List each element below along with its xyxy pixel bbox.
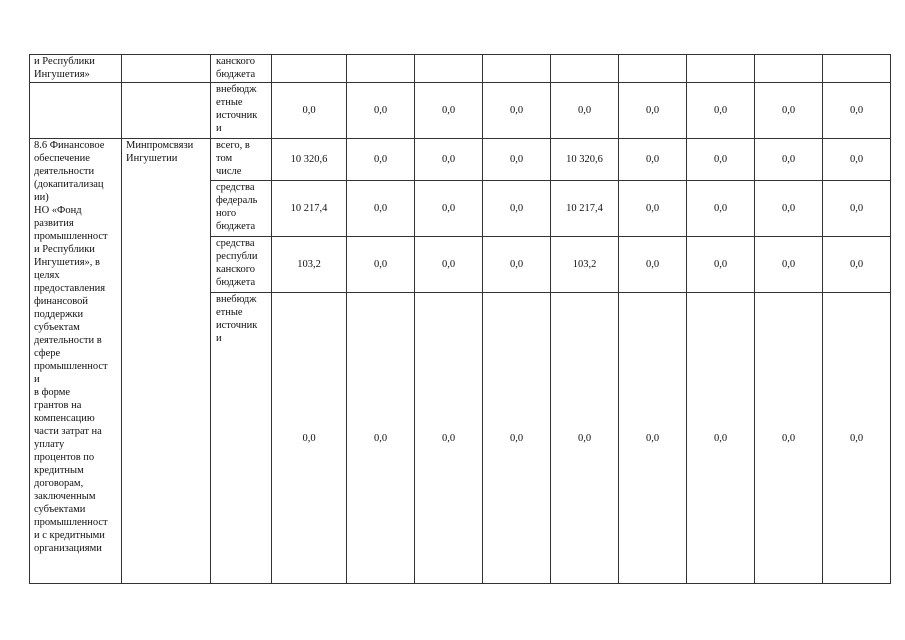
executor-cell [122,55,211,83]
funding-source-cell: средства республи канского бюджета [211,237,272,293]
value-cell: 0,0 [619,181,687,237]
value-cell: 0,0 [755,181,823,237]
value-cell: 0,0 [415,83,483,139]
value-cell: 0,0 [619,237,687,293]
executor-cell [122,83,211,139]
value-cell: 10 217,4 [551,181,619,237]
value-cell: 0,0 [347,181,415,237]
measure-name-cell: 8.6 Финансовое обеспечение деятельности (докапитализац ии) НО «Фонд развития промышленност и Республики Ингушетия», в целях предоставления финансовой поддержки субъектам деятельности в сфере промышленност и в форме грантов на компенсацию части затрат на уплату процентов по кредитным договорам, заключенным субъектами промышленност и с кредитными организациями [30,139,122,584]
funding-source-cell: внебюдж етные источник и [211,83,272,139]
value-cell [687,55,755,83]
value-cell: 0,0 [347,293,415,584]
value-cell [551,55,619,83]
value-cell: 0,0 [687,83,755,139]
table-row [30,83,891,139]
value-cell: 0,0 [687,139,755,181]
value-cell: 10 217,4 [272,181,347,237]
value-cell: 0,0 [483,139,551,181]
measure-name-cell [30,83,122,139]
value-cell [483,55,551,83]
value-cell: 10 320,6 [551,139,619,181]
funding-source-cell: внебюдж етные источник и [211,293,272,584]
value-cell [619,55,687,83]
value-cell: 0,0 [755,83,823,139]
table-row [30,139,891,181]
value-cell: 0,0 [687,293,755,584]
funding-source-cell: канского бюджета [211,55,272,83]
value-cell: 0,0 [347,139,415,181]
funding-source-cell: средства федераль ного бюджета [211,181,272,237]
value-cell: 0,0 [483,181,551,237]
value-cell: 0,0 [551,83,619,139]
value-cell: 0,0 [687,237,755,293]
value-cell: 0,0 [823,181,891,237]
value-cell: 0,0 [823,83,891,139]
value-cell: 0,0 [619,139,687,181]
value-cell: 0,0 [619,83,687,139]
value-cell: 0,0 [415,139,483,181]
value-cell [415,55,483,83]
measure-name-cell: и Республики Ингушетия» [30,55,122,83]
value-cell: 103,2 [551,237,619,293]
value-cell: 0,0 [755,237,823,293]
value-cell: 0,0 [483,237,551,293]
table-row [30,55,891,83]
value-cell [347,55,415,83]
value-cell: 0,0 [687,181,755,237]
value-cell: 10 320,6 [272,139,347,181]
value-cell: 103,2 [272,237,347,293]
value-cell [755,55,823,83]
value-cell: 0,0 [415,181,483,237]
value-cell: 0,0 [415,293,483,584]
value-cell: 0,0 [823,293,891,584]
value-cell: 0,0 [272,293,347,584]
value-cell [272,55,347,83]
value-cell: 0,0 [551,293,619,584]
value-cell: 0,0 [755,293,823,584]
budget-table [29,54,891,584]
value-cell: 0,0 [483,293,551,584]
value-cell: 0,0 [347,237,415,293]
value-cell: 0,0 [823,237,891,293]
value-cell: 0,0 [272,83,347,139]
funding-source-cell: всего, в том числе [211,139,272,181]
value-cell: 0,0 [483,83,551,139]
value-cell: 0,0 [347,83,415,139]
value-cell: 0,0 [415,237,483,293]
value-cell: 0,0 [619,293,687,584]
value-cell: 0,0 [755,139,823,181]
value-cell [823,55,891,83]
value-cell: 0,0 [823,139,891,181]
executor-cell: Минпромсвязи Ингушетии [122,139,211,584]
